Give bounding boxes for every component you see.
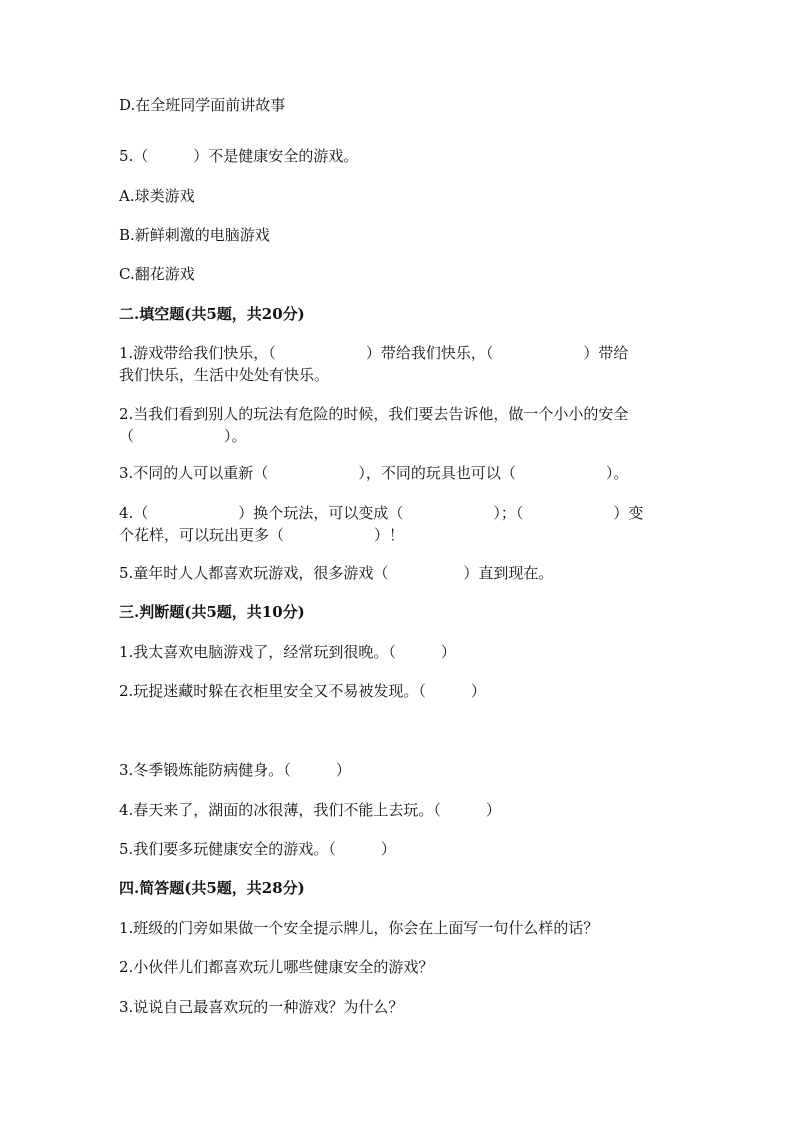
section-2-heading: 二.填空题(共5题，共20分) — [119, 305, 305, 323]
true-false-1: 1.我太喜欢电脑游戏了，经常玩到很晚。（ ） — [119, 643, 456, 661]
short-answer-3: 3.说说自己最喜欢玩的一种游戏？为什么？ — [119, 998, 404, 1016]
section-3-heading: 三.判断题(共5题，共10分) — [119, 603, 305, 621]
question-5-stem: 5.（ ）不是健康安全的游戏。 — [119, 147, 359, 165]
short-answer-1: 1.班级的门旁如果做一个安全提示牌儿，你会在上面写一句什么样的话？ — [119, 919, 599, 937]
true-false-2: 2.玩捉迷藏时躲在衣柜里安全又不易被发现。（ ） — [119, 682, 486, 700]
fill-blank-2-line-1: 2.当我们看到别人的玩法有危险的时候，我们要去告诉他，做一个小小的安全 — [119, 405, 629, 423]
fill-blank-1-line-2: 我们快乐，生活中处处有快乐。 — [119, 366, 330, 384]
fill-blank-1-line-1: 1.游戏带给我们快乐，（ ）带给我们快乐，（ ）带给 — [119, 344, 629, 362]
true-false-3: 3.冬季锻炼能防病健身。（ ） — [119, 761, 351, 779]
true-false-4: 4.春天来了，湖面的冰很薄，我们不能上去玩。（ ） — [119, 801, 501, 819]
true-false-5: 5.我们要多玩健康安全的游戏。（ ） — [119, 840, 396, 858]
section-4-heading: 四.简答题(共5题，共28分) — [119, 879, 305, 897]
question-5-option-c: C.翻花游戏 — [119, 265, 195, 283]
fill-blank-4-line-2: 个花样，可以玩出更多（ ）！ — [119, 526, 405, 544]
question-5-option-b: B.新鲜刺激的电脑游戏 — [119, 226, 270, 244]
option-d-previous-question: D.在全班同学面前讲故事 — [119, 96, 286, 114]
short-answer-2: 2.小伙伴儿们都喜欢玩儿哪些健康安全的游戏？ — [119, 958, 434, 976]
fill-blank-4-line-1: 4.（ ）换个玩法，可以变成（ ）；（ ）变 — [119, 504, 644, 522]
fill-blank-3: 3.不同的人可以重新（ ），不同的玩具也可以（ ）。 — [119, 464, 629, 482]
fill-blank-2-line-2: （ ）。 — [119, 427, 247, 445]
question-5-option-a: A.球类游戏 — [119, 187, 195, 205]
fill-blank-5: 5.童年时人人都喜欢玩游戏，很多游戏（ ）直到现在。 — [119, 564, 554, 582]
